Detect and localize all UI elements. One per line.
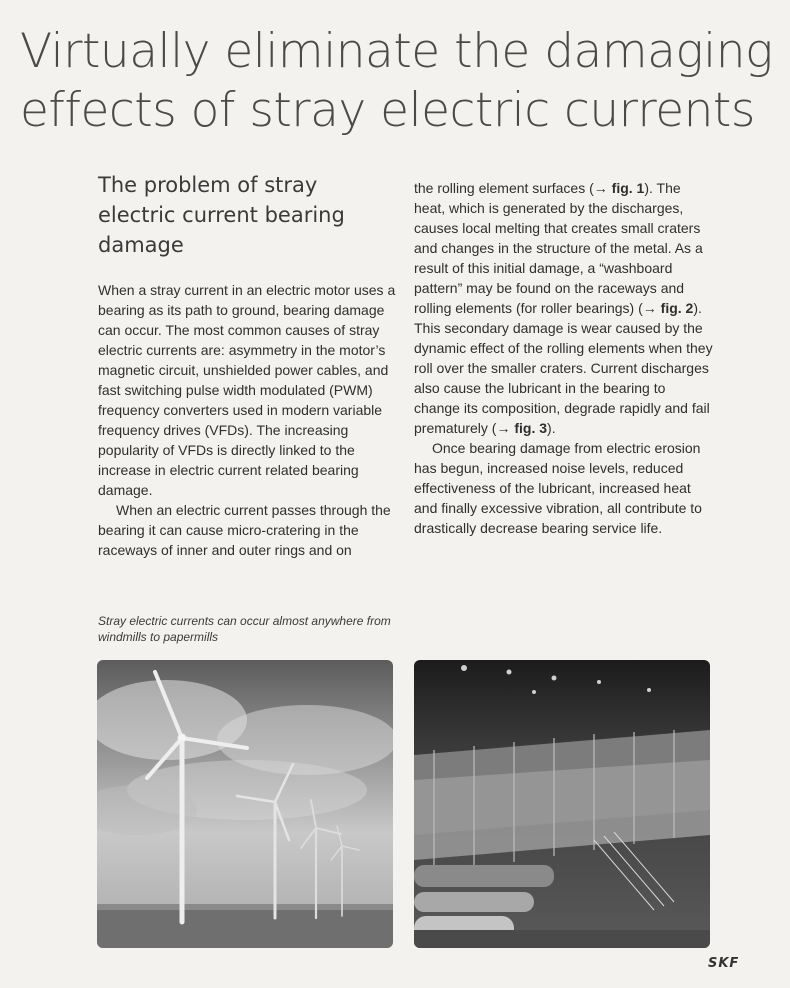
skf-logo: SKF	[708, 956, 740, 971]
section-heading: The problem of stray electric current bearing damage	[98, 173, 345, 257]
body-text: ). This secondary damage is wear caused by the dynamic effect of the rolling elements when they roll over the smaller craters. Current discharges also cause the lubricant in the bearing to change its composition, degrade rapidly and fail prematurely (	[414, 300, 713, 436]
wind-turbine-photo	[97, 660, 393, 948]
body-paragraph: When a stray current in an electric motor uses a bearing as its path to ground, bearing damage can occur. The most common causes of stray electric currents are: asymmetry in the motor’s magnetic circuit, unshielded power cables, and fast switching pulse width modulated (PWM) frequency converters used in modern variable frequency drives (VFDs). The increasing popularity of VFDs is directly linked to the increase in electric current related bearing damage.	[98, 282, 396, 498]
body-paragraph: When an electric current passes through the bearing it can cause micro-cratering in the raceways of inner and outer rings and on	[98, 502, 391, 558]
body-text: the rolling element surfaces (	[414, 180, 594, 196]
text-column-left	[98, 280, 398, 560]
page-title	[20, 22, 785, 140]
body-paragraph	[414, 178, 714, 438]
body-text: ).	[547, 420, 556, 436]
photo-caption: Stray electric currents can occur almost anywhere from windmills to papermills	[98, 614, 391, 644]
page-title-line-2: effects of stray electric currents	[20, 83, 755, 138]
page-title-line-1: Virtually eliminate the damaging	[20, 24, 773, 79]
figure-reference-2: → fig. 2	[642, 300, 694, 316]
figure-reference-1: → fig. 1	[593, 180, 645, 196]
text-column-right	[414, 178, 714, 538]
paper-mill-photo	[414, 660, 710, 948]
figure-reference-3: → fig. 3	[496, 420, 548, 436]
body-paragraph: Once bearing damage from electric erosion has begun, increased noise levels, reduced effectiveness of the lubricant, increased heat and finally excessive vibration, all contribute to drastically decrease bearing service life.	[414, 440, 702, 536]
body-text: ). The heat, which is generated by the discharges, causes local melting that creates small craters and changes in the structure of the metal. As a result of this initial damage, a “washboard pattern” may be found on the raceways and rolling elements (for roller bearings) (	[414, 180, 703, 316]
